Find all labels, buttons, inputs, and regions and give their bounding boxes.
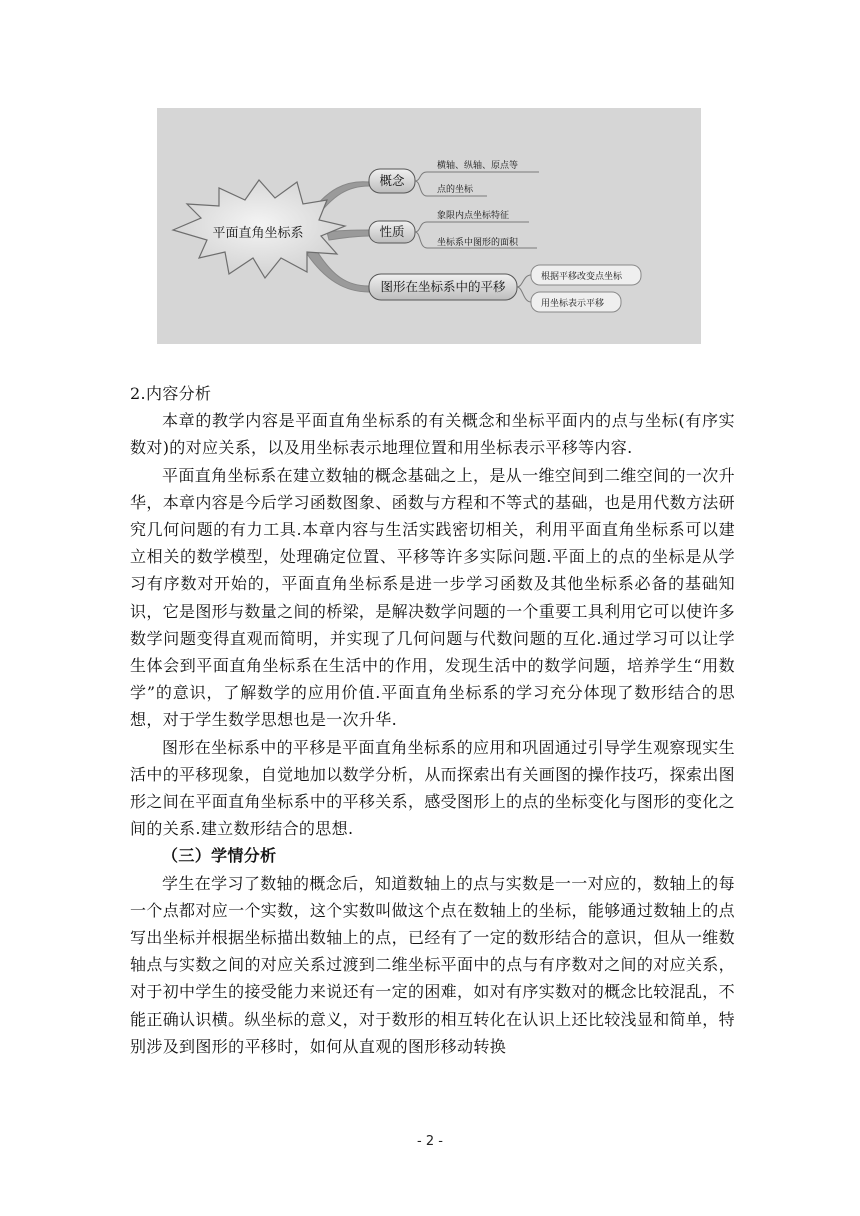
leaf-text: 坐标系中图形的面积 (437, 238, 519, 248)
section-heading: 2.内容分析 (130, 384, 212, 403)
paragraph: 本章的教学内容是平面直角坐标系的有关概念和坐标平面内的点与坐标(有序实数对)的对应关系，以及用坐标表示地理位置和用坐标表示平移等内容. (130, 411, 735, 458)
mindmap-center-label: 平面直角坐标系 (212, 226, 304, 241)
branch-label-property: 性质 (379, 224, 405, 239)
leaf-text: 根据平移改变点坐标 (541, 272, 623, 282)
paragraph: 学生在学习了数轴的概念后，知道数轴上的点与实数是一一对应的，数轴上的每一个点都对应一个实数，这个实数叫做这个点在数轴上的坐标，能够通过数轴上的点写出坐标并根据坐标描出数轴上的点，已经有了一定的数形结合的意识，但从一维数轴点与实数之间的对应关系过渡到二维坐标平面中的点与有序数对之间的对应关系，对于初中学生的接受能力来说还有一定的困难，如对有序实数对的概念比较混乱，不能正确认识横。纵坐标的意义，对于数形的相互转化在认识上还比较浅显和简单，特别涉及到图形的平移时，如何从直观的图形移动转换 (130, 873, 735, 1056)
paragraph: 图形在坐标系中的平移是平面直角坐标系的应用和巩固通过引导学生观察现实生活中的平移现象，自觉地加以数学分析，从而探索出有关画图的操作技巧，探索出图形之间在平面直角坐标系中的平移关系，感受图形上的点的坐标变化与图形的变化之间的关系.建立数形结合的思想. (130, 737, 735, 839)
content-analysis-section (130, 380, 735, 1060)
section-heading: （三）学情分析 (162, 846, 277, 866)
branch-label-concept: 概念 (379, 173, 405, 188)
leaf-text: 象限内点坐标特征 (437, 211, 510, 221)
mind-map-figure (157, 108, 701, 344)
page-number: - 2 - (417, 1134, 443, 1149)
paragraph: 平面直角坐标系在建立数轴的概念基础之上，是从一维空间到二维空间的一次升华，本章内容是今后学习函数图象、函数与方程和不等式的基础，也是用代数方法研究几何问题的有力工具.本章内容与生活实践密切相关，利用平面直角坐标系可以建立相关的数学模型，处理确定位置、平移等许多实际问题.平面上的点的坐标是从学习有序数对开始的，平面直角坐标系是进一步学习函数及其他坐标系必备的基础知识，它是图形与数量之间的桥梁，是解决数学问题的一个重要工具利用它可以使许多数学问题变得直观而简明，并实现了几何问题与代数问题的互化.通过学习可以让学生体会到平面直角坐标系在生活中的作用，发现生活中的数学问题，培养学生“用数学”的意识，了解数学的应用价值.平面直角坐标系的学习充分体现了数形结合的思想，对于学生数学思想也是一次升华. (130, 465, 735, 730)
leaf-text: 用坐标表示平移 (541, 299, 605, 309)
leaf-text: 横轴、纵轴、原点等 (437, 161, 519, 171)
branch-label-translation: 图形在坐标系中的平移 (380, 279, 506, 294)
leaf-text: 点的坐标 (437, 185, 474, 195)
